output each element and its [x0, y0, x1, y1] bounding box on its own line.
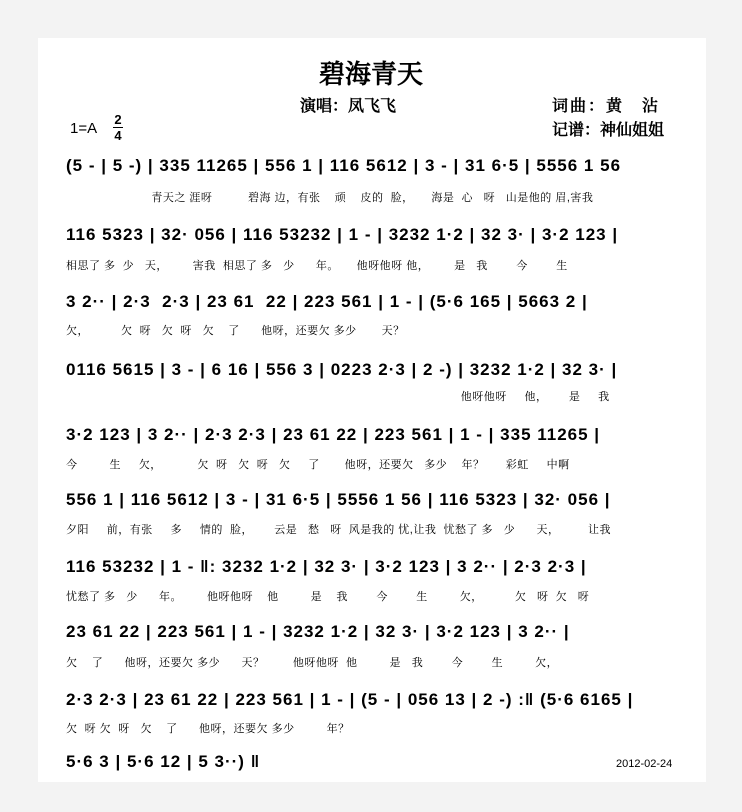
lyric-row-3: 欠， 欠 呀 欠 呀 欠 了 他呀，还要欠 多少 天？	[66, 325, 405, 337]
lyric-row-6: 夕阳 前，有张 多 情的 脸， 云是 愁 呀 风是我的 忧,让我 忧愁了 多 少 天， 让我	[66, 524, 611, 536]
notation-row-3: 3 2·· | 2·3 2·3 | 23 61 22 | 223 561 | 1 - | (5·6 165 | 5663 2 |	[66, 292, 588, 311]
lyric-row-1: 青天之 涯呀 碧海 边，有张 顽 皮的 脸， 海是 心 呀 山是他的 眉,害我	[66, 192, 594, 204]
lyric-row-4: 他呀他呀 他， 是 我	[66, 391, 610, 403]
transcriber-credit: 记谱：神仙姐姐	[552, 122, 665, 139]
lyric-row-7: 忧愁了 多 少 年。 他呀他呀 他 是 我 今 生 欠， 欠 呀 欠 呀	[66, 591, 590, 603]
notation-row-6: 556 1 | 116 5612 | 3 - | 31 6·5 | 5556 1 56 | 116 5323 | 32· 056 |	[66, 490, 611, 509]
lyric-row-5: 今 生 欠， 欠 呀 欠 呀 欠 了 他呀，还要欠 多少 年？ 彩虹 中啊	[66, 459, 570, 471]
notation-row-1: (5 - | 5 -) | 335 11265 | 556 1 | 116 5612 | 3 - | 31 6·5 | 5556 1 56	[66, 156, 622, 175]
transcription-date: 2012-02-24	[616, 758, 673, 770]
key-signature: 1=A	[70, 120, 98, 137]
notation-row-9: 2·3 2·3 | 23 61 22 | 223 561 | 1 - | (5 - | 056 13 | 2 -) :‖ (5·6 6165 |	[66, 690, 634, 709]
notation-row-5: 3·2 123 | 3 2·· | 2·3 2·3 | 23 61 22 | 223 561 | 1 - | 335 11265 |	[66, 425, 601, 444]
notation-row-8: 23 61 22 | 223 561 | 1 - | 3232 1·2 | 32 3· | 3·2 123 | 3 2·· |	[66, 622, 570, 641]
lyric-row-9: 欠 呀 欠 呀 欠 了 他呀，还要欠 多少 年？	[66, 723, 350, 735]
notation-row-2: 116 5323 | 32· 056 | 116 53232 | 1 - | 3232 1·2 | 32 3· | 3·2 123 |	[66, 225, 619, 244]
notation-row-10: 5·6 3 | 5·6 12 | 5 3··) ‖	[66, 752, 261, 771]
lyric-row-8: 欠 了 他呀，还要欠 多少 天？ 他呀他呀 他 是 我 今 生 欠，	[66, 657, 559, 669]
song-title: 碧海青天	[318, 59, 423, 89]
time-signature-bottom: 4	[114, 128, 122, 143]
notation-row-7: 116 53232 | 1 - ‖: 3232 1·2 | 32 3· | 3·2 123 | 3 2·· | 2·3 2·3 |	[66, 557, 587, 576]
time-signature	[113, 113, 123, 142]
lyric-row-2: 相思了 多 少 天， 害我 相思了 多 少 年。 他呀他呀 他， 是 我 今 生	[66, 260, 568, 272]
singer-credit: 演唱：凤飞飞	[300, 98, 397, 115]
score-sheet	[38, 38, 706, 782]
notation-row-4: 0116 5615 | 3 - | 6 16 | 556 3 | 0223 2·3 | 2 -) | 3232 1·2 | 32 3· |	[66, 360, 618, 379]
time-signature-top: 2	[114, 112, 122, 127]
lyricist-composer-credit: 词曲：黄 沾	[552, 98, 661, 115]
